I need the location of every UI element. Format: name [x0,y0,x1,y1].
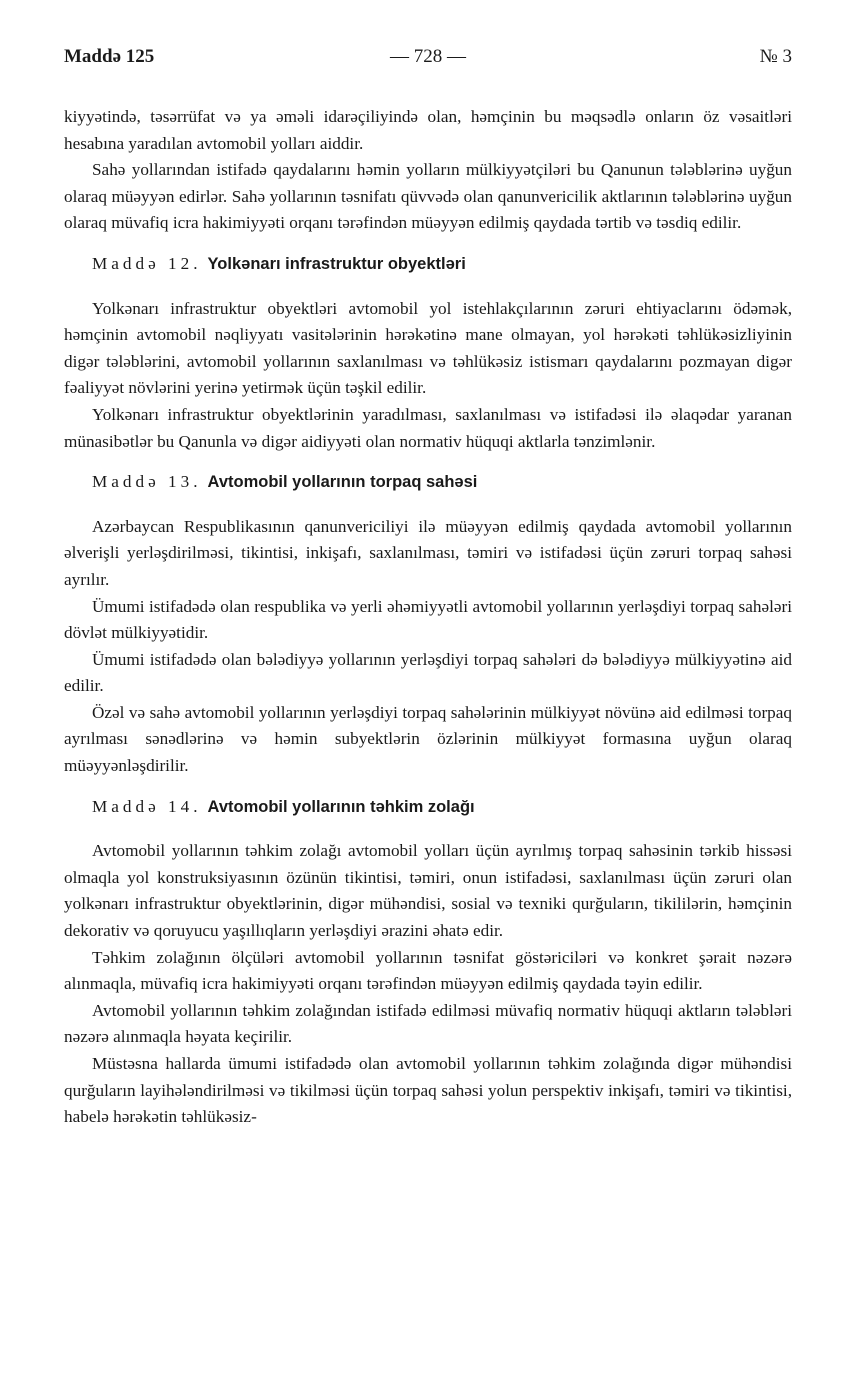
article-14-paragraph-2: Təhkim zolağının ölçüləri avtomobil yollarının təsnifat göstəriciləri və konkret şərait nəzərə alınmaqla, müvafiq icra hakimiyyəti orqanı tərəfindən müəyyən edilmiş qaydada təyin edilir. [64,947,792,994]
article-12-paragraph-1: Yolkənarı infrastruktur obyektləri avtomobil yol istehlakçılarının zəruri ehtiyaclarını ödəmək, həmçinin avtomobil nəqliyyatı vasitələrinin hərəkətinə mane olmayan, yol hərəkəti təhlükəsizliyinin digər tələblərini, avtomobil yollarının saxlanılması və təhlükəsiz istismarı qaydalarını pozmayan digər fəaliyyət növlərini yerinə yetirmək üçün təşkil edilir. [64,298,792,398]
article-14-paragraph-4: Müstəsna hallarda ümumi istifadədə olan avtomobil yollarının təhkim zolağında digər mühəndisi qurğuların layihələndirilməsi və tikilməsi üçün torpaq sahəsi yolun perspektiv inkişafı, təmiri və tikintisi, habelə hərəkətin təhlükəsiz- [64,1054,792,1127]
article-13-heading [64,469,792,496]
article-13-paragraph-2: Ümumi istifadədə olan respublika və yerli əhəmiyyətli avtomobil yollarının yerləşdiyi torpaq sahələri dövlət mülkiyyətidir. [64,596,792,643]
article-12-paragraph-2: Yolkənarı infrastruktur obyektlərinin yaradılması, saxlanılması və istifadəsi ilə əlaqədar yaranan münasibətlər bu Qanunla və digər aidiyyəti olan normativ hüquqi aktlarla tənzimlənir. [64,404,792,451]
article-12-number: Maddə 12. [92,253,202,273]
article-12-title: Yolkənarı infrastruktur obyektləri [207,254,466,273]
article-13-paragraph-1: Azərbaycan Respublikasının qanunvericiliyi ilə müəyyən edilmiş qaydada avtomobil yollarının əlverişli yerləşdirilməsi, tikintisi, inkişafı, saxlanılması, təmiri və istifadəsi üçün zəruri torpaq sahəsi ayrılır. [64,516,792,589]
article-14-title: Avtomobil yollarının təhkim zolağı [207,797,475,816]
header-article-ref: Maddə 125 [64,46,155,67]
article-13-number: Maddə 13. [92,472,202,492]
intro-paragraph-2: Sahə yollarından istifadə qaydalarını həmin yolların mülkiyyətçiləri bu Qanunun tələblərinə uyğun olaraq müəyyən edirlər. Sahə yollarının təsnifatı qüvvədə olan qanunvericilik aktlarının tələblərinə uyğun olaraq müvafiq icra hakimiyyəti orqanı tərəfindən müəyyən edilmiş qaydada tərtib və təsdiq edilir. [64,160,792,233]
intro-paragraph: kiyyətində, təsərrüfat və ya əməli idarəçiliyində olan, həmçinin bu məqsədlə onların öz vəsaitləri hesabına yaradılan avtomobil yolları aiddir. [64,107,792,153]
article-14-paragraph-3: Avtomobil yollarının təhkim zolağından istifadə edilməsi müvafiq normativ hüquqi aktların tələbləri nəzərə alınmaqla həyata keçirilir. [64,1000,792,1047]
article-13-paragraph-3: Ümumi istifadədə olan bələdiyyə yollarının yerləşdiyi torpaq sahələri də bələdiyyə mülkiyyətinə aid edilir. [64,649,792,696]
article-12-heading [64,251,792,278]
article-14-heading [64,794,792,821]
article-13-title: Avtomobil yollarının torpaq sahəsi [207,473,478,492]
page-header [64,0,792,72]
article-13-paragraph-4: Özəl və sahə avtomobil yollarının yerləşdiyi torpaq sahələrinin mülkiyyət növünə aid edilməsi torpaq ayrılması sənədlərinə və həmin subyektlərin özlərinin mülkiyyət formasına uyğun olaraq müəyyənləşdirilir. [64,702,792,776]
document-page [64,0,792,1127]
document-body [64,104,792,1131]
page-number: — 728 — [390,46,466,67]
article-14-paragraph-1: Avtomobil yollarının təhkim zolağı avtomobil yolları üçün ayrılmış torpaq sahəsinin tərkib hissəsi olmaqla yol konstruksiyasının özünün tikintisi, təmiri, onun istifadəsi, saxlanılması üçün zəruri olan yolkənarı infrastruktur obyektlərinin, digər mühəndisi, sosial və texniki qurğuların, tikililərin, həmçinin dekorativ və qoruyucu yaşıllıqların yerləşdiyi ərazini əhatə edir. [64,841,792,941]
issue-number: № 3 [759,46,792,67]
article-14-number: Maddə 14. [92,796,202,816]
